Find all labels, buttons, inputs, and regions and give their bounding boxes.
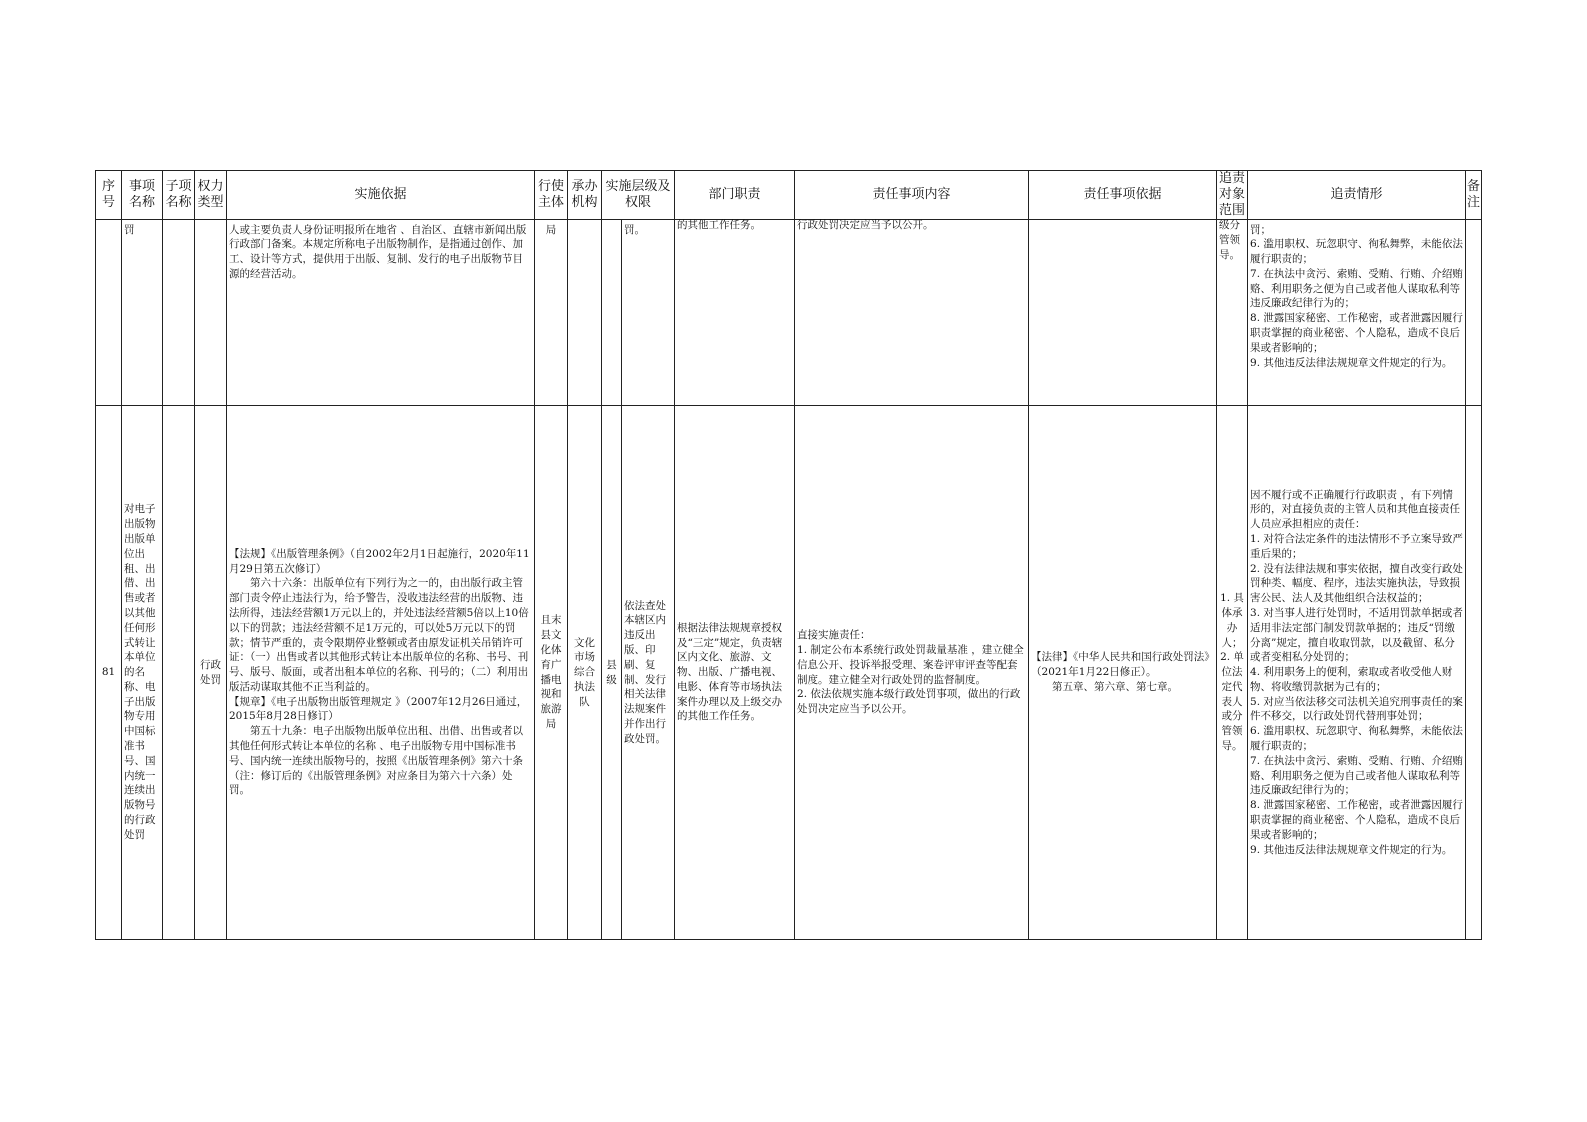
- cell-target: 1. 具体承办人；2. 单位法定代表人或分管领导。: [1217, 406, 1248, 940]
- cell-level: [602, 220, 622, 406]
- cell-level: 县级: [602, 406, 622, 940]
- cell-sub-item: [163, 220, 195, 406]
- cell-basis: 【法规】《出版管理条例》（自2002年2月1日起施行，2020年11月29日第五次修订） 第六十六条：出版单位有下列行为之一的，由出版行政主管部门责令停止违法行为，给予警告，没收违法经营的出版物、违法所得，违法经营额1万元以上的，并处违法经营额5倍以上10倍以下的罚款；违法经营额不足1万元的，可以处5万元以下的罚款；情节严重的，责令限期停业整顿或者由原发证机关吊销许可证：（一）出售或者以其他形式转让本出版单位的名称、书号、刊号、版号、版面，或者出租本单位的名称、刊号的；（二）利用出版活动谋取其他不正当利益的。 【规章】《电子出版物出版管理规定 》（2007年12月26日通过，2015年8月28日修订） 第五十九条：电子出版物出版单位出租、出借、出售或者以其他任何形式转让本单位的名称 、电子出版物专用中国标准书号、国内统一连续出版物号的，按照《出版管理条例》第六十条（注：修订后的《出版管理条例》对应条目为第六十六条）处罚。: [227, 406, 535, 940]
- cell-agency: [568, 220, 602, 406]
- cell-no: 81: [96, 406, 122, 940]
- header-row: [96, 171, 1482, 220]
- col-header-sub-item: 子项名称: [163, 171, 195, 220]
- col-header-duty: 部门职责: [675, 171, 795, 220]
- cell-power-type: [195, 220, 227, 406]
- responsibility-table: [95, 170, 1482, 940]
- table-row-81: [96, 406, 1482, 940]
- cell-responsibility-basis: [1029, 220, 1217, 406]
- cell-content: 直接实施责任： 1. 制定公布本系统行政处罚裁量基准 ，建立健全信息公开、投诉举报受理、案卷评审评查等配套制度。建立健全对行政处罚的监督制度。 2. 依法依规实施本级行政处罚事项，做出的行政处罚决定应当予以公开。: [795, 406, 1029, 940]
- col-header-level-authority: 实施层级及权限: [602, 171, 675, 220]
- col-header-basis: 实施依据: [227, 171, 535, 220]
- col-header-remark: 备注: [1466, 171, 1482, 220]
- col-header-agency: 承办机构: [568, 171, 602, 220]
- col-header-accountability: 追责情形: [1248, 171, 1466, 220]
- cell-responsibility-basis: 【法律】《中华人民共和国行政处罚法》（2021年1月22日修正）。 第五章、第六章、第七章。: [1029, 406, 1217, 940]
- col-header-subject: 行使主体: [535, 171, 568, 220]
- cell-duty: 根据法律法规规章授权及“三定”规定，负责辖区内文化、旅游、文物、出版、广播电视、电影、体育等市场执法案件办理以及上级交办的其他工作任务。: [675, 406, 795, 940]
- cell-subject: 局: [535, 220, 568, 406]
- cell-subject: 且末县文化体育广播电视和旅游局: [535, 406, 568, 940]
- table-row-continued: [96, 220, 1482, 406]
- cell-agency: 文化市场综合执法队: [568, 406, 602, 940]
- cell-no: [96, 220, 122, 406]
- col-header-no: 序号: [96, 171, 122, 220]
- col-header-target: 追责对象范围: [1217, 171, 1248, 220]
- cell-content: 行政处罚决定应当予以公开。: [795, 220, 1029, 406]
- accountability-list-prev: 罚； 6. 滥用职权、玩忽职守、徇私舞弊，未能依法履行职责的； 7. 在执法中贪污、索贿、受贿、行贿、介绍贿赂、利用职务之便为自己或者他人谋取私利等违反廉政纪律行为的； 8. 泄露国家秘密、工作秘密，或者泄露因履行职责掌握的商业秘密、个人隐私，造成不良后果或者影响的； 9. 其他违反法律法规规章文件规定的行为。: [1250, 223, 1463, 369]
- cell-sub-item: [163, 406, 195, 940]
- cell-accountability: [1248, 220, 1466, 406]
- cell-remark: [1466, 406, 1482, 940]
- col-header-power-type: 权力类型: [195, 171, 227, 220]
- cell-accountability: 因不履行或不正确履行行政职责 ，有下列情形的，对直接负责的主管人员和其他直接责任人员应承担相应的责任： 1. 对符合法定条件的违法情形不予立案导致严重后果的； 2. 没有法律法规和事实依据，擅自改变行政处罚种类、幅度、程序，违法实施执法，导致损害公民、法人及其他组织合法权益的； 3. 对当事人进行处罚时，不适用罚款单据或者适用非法定部门制发罚款单据的；违反“罚缴分离”规定，擅自收取罚款，以及截留、私分或者变相私分处罚的； 4. 利用职务上的便利，索取或者收受他人财物、将收缴罚款据为己有的； 5. 对应当依法移交司法机关追究刑事责任的案件不移交，以行政处罚代替刑事处罚； 6. 滥用职权、玩忽职守、徇私舞弊，未能依法履行职责的； 7. 在执法中贪污、索贿、受贿、行贿、介绍贿赂、利用职务之便为自己或者他人谋取私利等违反廉政纪律行为的； 8. 泄露国家秘密、工作秘密，或者泄露因履行职责掌握的商业秘密、个人隐私，造成不良后果或者影响的； 9. 其他违反法律法规规章文件规定的行为。: [1248, 406, 1466, 940]
- col-header-item-name: 事项名称: [122, 171, 163, 220]
- col-header-content: 责任事项内容: [795, 171, 1029, 220]
- cell-power-type: 行政处罚: [195, 406, 227, 940]
- cell-authority: 依法查处本辖区内违反出版、印刷、复制、发行相关法律法规案件并作出行政处罚。: [622, 406, 675, 940]
- cell-item-name: 对电子出版物出版单位出租、出借、出售或者以其他任何形式转让本单位的名称、电子出版物专用中国标准书号、国内统一连续出版物号的行政处罚: [122, 406, 163, 940]
- col-header-responsibility-basis: 责任事项依据: [1029, 171, 1217, 220]
- cell-basis: 人或主要负责人身份证明报所在地省 、自治区、直辖市新闻出版行政部门备案。本规定所称电子出版物制作，是指通过创作、加工、设计等方式，提供用于出版、复制、发行的电子出版物节目源的经营活动。: [227, 220, 535, 406]
- cell-duty: 的其他工作任务。: [675, 220, 795, 406]
- cell-authority: 罚。: [622, 220, 675, 406]
- cell-target: 级分管领导。: [1217, 220, 1248, 406]
- cell-item-name: 罚: [122, 220, 163, 406]
- cell-remark: [1466, 220, 1482, 406]
